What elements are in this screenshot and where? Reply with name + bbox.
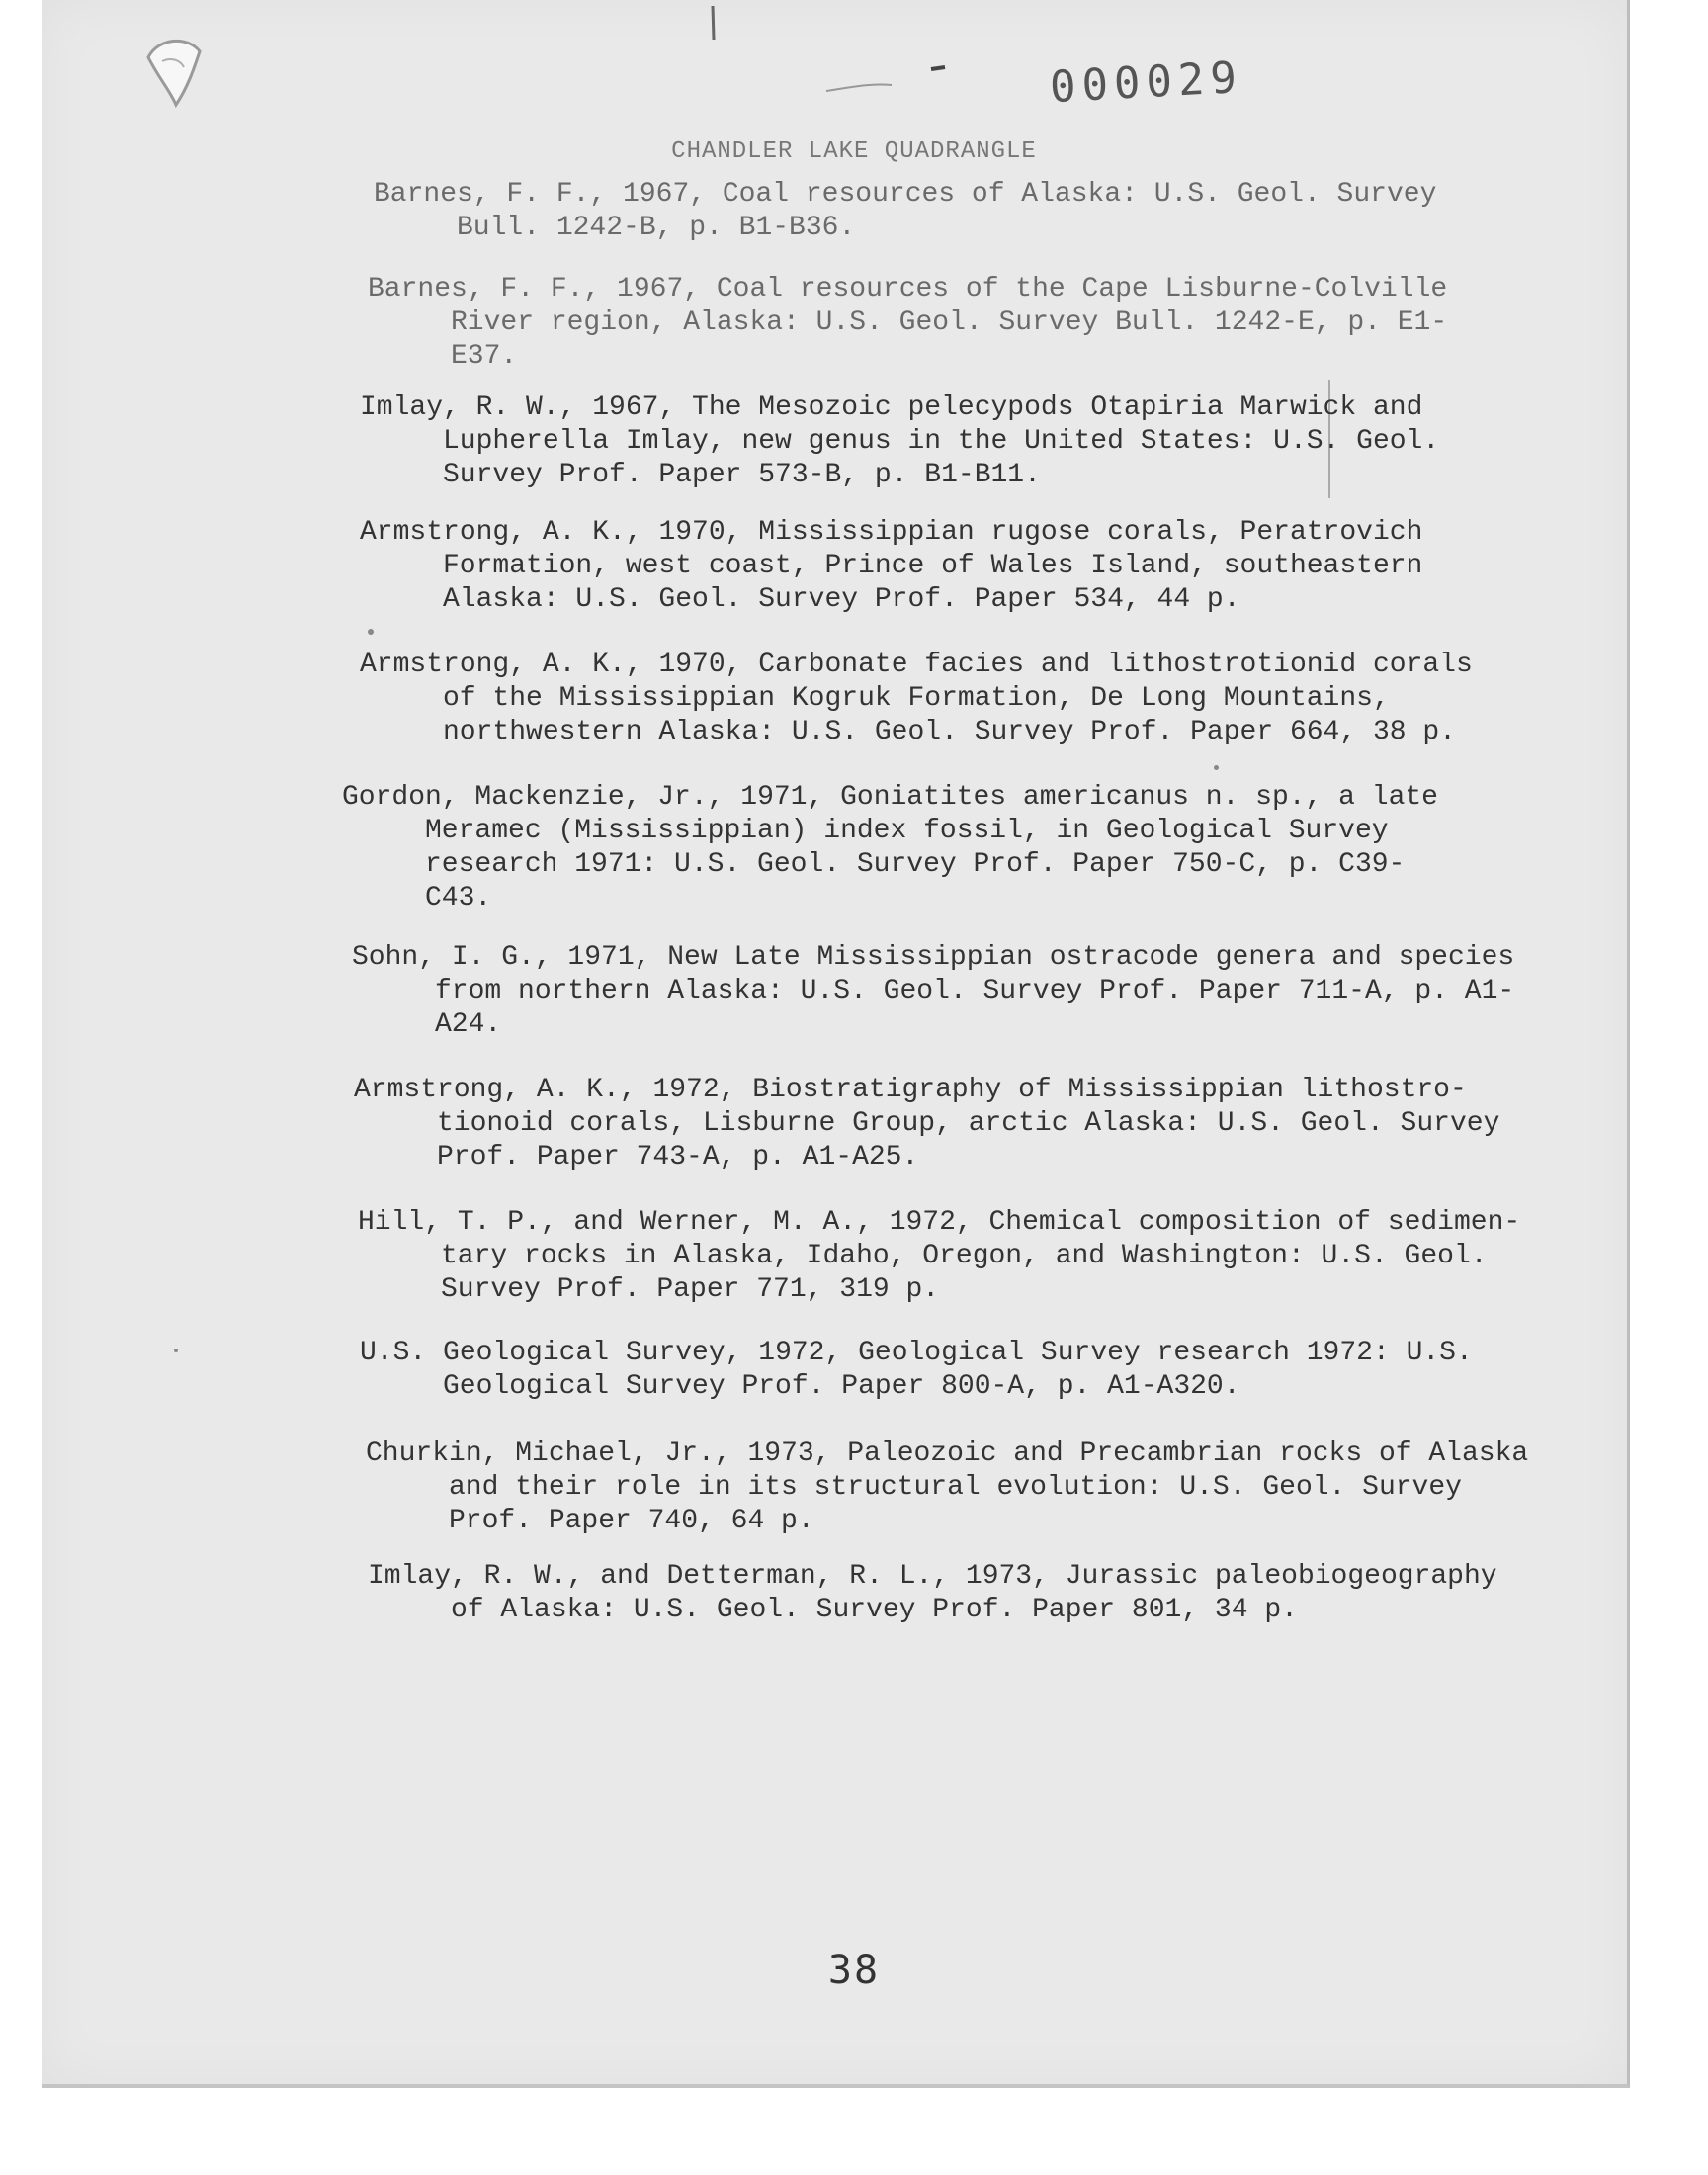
reference-entry: [352, 941, 1514, 1042]
entry-line: Gordon, Mackenzie, Jr., 1971, Goniatites americanus n. sp., a late: [342, 782, 1438, 813]
entry-line: Alaska: U.S. Geol. Survey Prof. Paper 534, 44 p.: [443, 584, 1240, 615]
quadrangle-heading: CHANDLER LAKE QUADRANGLE: [671, 138, 1037, 165]
entry-line: Sohn, I. G., 1971, New Late Mississippian ostracode genera and species: [352, 942, 1515, 973]
page-number: 38: [827, 1948, 881, 1993]
tick-mark-icon: [706, 4, 720, 44]
reference-entry: [354, 1074, 1499, 1174]
entry-line: Barnes, F. F., 1967, Coal resources of Alaska: U.S. Geol. Survey: [374, 179, 1437, 210]
reference-entry: [342, 781, 1438, 915]
reference-entry: [360, 516, 1422, 617]
entry-line: Barnes, F. F., 1967, Coal resources of the Cape Lisburne-Colville: [368, 274, 1448, 304]
entry-line: tionoid corals, Lisburne Group, arctic Alaska: U.S. Geol. Survey: [437, 1108, 1500, 1139]
entry-line: River region, Alaska: U.S. Geol. Survey Bull. 1242-E, p. E1-: [451, 307, 1448, 338]
entry-line: C43.: [425, 883, 492, 914]
reference-entry: [366, 1437, 1528, 1538]
entry-line: Bull. 1242-B, p. B1-B36.: [457, 213, 856, 243]
entry-line: of Alaska: U.S. Geol. Survey Prof. Paper 801, 34 p.: [451, 1595, 1298, 1625]
entry-line: tary rocks in Alaska, Idaho, Oregon, and Washington: U.S. Geol.: [441, 1241, 1488, 1271]
entry-line: Armstrong, A. K., 1970, Carbonate facies and lithostrotionid corals: [360, 650, 1473, 680]
reference-entry: [374, 178, 1436, 245]
reference-entry: [358, 1206, 1520, 1307]
entry-line: from northern Alaska: U.S. Geol. Survey Prof. Paper 711-A, p. A1-: [435, 976, 1515, 1006]
paper-speck: [1214, 765, 1219, 770]
entry-line: Geological Survey Prof. Paper 800-A, p. A1-A320.: [443, 1371, 1240, 1402]
paper-speck: [174, 1348, 178, 1352]
entry-line: Formation, west coast, Prince of Wales Island, southeastern: [443, 551, 1423, 581]
reference-entry: [368, 273, 1447, 374]
entry-line: Armstrong, A. K., 1970, Mississippian rugose corals, Peratrovich: [360, 517, 1423, 548]
entry-line: A24.: [435, 1009, 502, 1040]
entry-line: Prof. Paper 743-A, p. A1-A25.: [437, 1142, 919, 1173]
entry-line: and their role in its structural evolution: U.S. Geol. Survey: [449, 1472, 1462, 1503]
entry-line: U.S. Geological Survey, 1972, Geological Survey research 1972: U.S.: [360, 1338, 1473, 1368]
pen-mark-icon: [822, 59, 961, 99]
entry-line: Armstrong, A. K., 1972, Biostratigraphy of Mississippian lithostro-: [354, 1075, 1467, 1105]
document-stamp-number: 000029: [1048, 51, 1244, 114]
entry-line: research 1971: U.S. Geol. Survey Prof. Paper 750-C, p. C39-: [425, 849, 1406, 880]
entry-line: Churkin, Michael, Jr., 1973, Paleozoic and Precambrian rocks of Alaska: [366, 1438, 1529, 1469]
entry-line: Imlay, R. W., and Detterman, R. L., 1973, Jurassic paleobiogeography: [368, 1561, 1497, 1592]
reference-entry: [368, 1560, 1497, 1627]
paper-speck: [368, 629, 374, 635]
entry-line: of the Mississippian Kogruk Formation, De Long Mountains,: [443, 683, 1390, 714]
reference-entry: [360, 392, 1439, 492]
entry-line: Survey Prof. Paper 771, 319 p.: [441, 1274, 940, 1305]
entry-line: Prof. Paper 740, 64 p.: [449, 1506, 814, 1536]
entry-line: Survey Prof. Paper 573-B, p. B1-B11.: [443, 460, 1041, 490]
entry-line: Imlay, R. W., 1967, The Mesozoic pelecypods Otapiria Marwick and: [360, 392, 1423, 423]
entry-line: Meramec (Mississippian) index fossil, in Geological Survey: [425, 816, 1389, 846]
staple-mark-icon: [119, 18, 214, 113]
entry-line: Hill, T. P., and Werner, M. A., 1972, Chemical composition of sedimen-: [358, 1207, 1521, 1238]
reference-entry: [360, 649, 1473, 749]
entry-line: Lupherella Imlay, new genus in the United States: U.S. Geol.: [443, 426, 1440, 457]
entry-line: E37.: [451, 341, 518, 372]
entry-line: northwestern Alaska: U.S. Geol. Survey Prof. Paper 664, 38 p.: [443, 717, 1456, 747]
reference-entry: [360, 1337, 1473, 1404]
